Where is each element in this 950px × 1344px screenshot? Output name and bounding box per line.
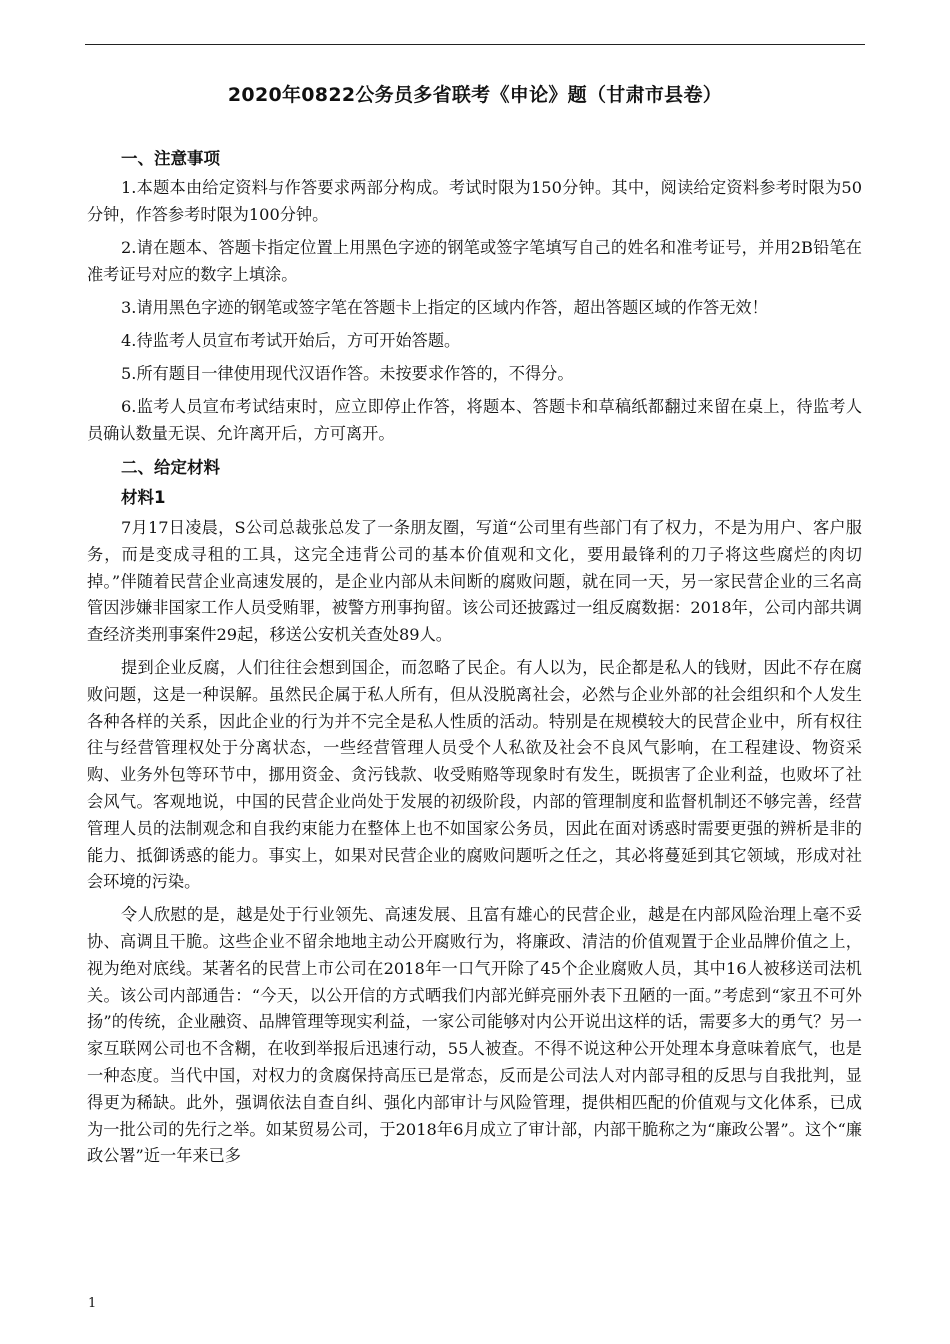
notice-item: 4.待监考人员宣布考试开始后，方可开始答题。: [121, 331, 461, 350]
notice-item: 1.本题本由给定资料与作答要求两部分构成。考试时限为150分钟。其中，阅读给定资料参考时限为50分钟，作答参考时限为100分钟。: [87, 178, 862, 224]
document-title: 2020年0822公务员多省联考《申论》题（甘肃市县卷）: [227, 84, 723, 106]
material-paragraph: 提到企业反腐，人们往往会想到国企，而忽略了民企。有人以为，民企都是私人的钱财，因此不存在腐败问题，这是一种误解。虽然民企属于私人所有，但从没脱离社会，必然与企业外部的社会组织和个人发生各种各样的关系，因此企业的行为并不完全是私人性质的活动。特别是在规模较大的民营企业中，所有权往往与经营管理权处于分离状态，一些经营管理人员受个人私欲及社会不良风气影响，在工程建设、物资采购、业务外包等环节中，挪用资金、贪污钱款、收受贿赂等现象时有发生，既损害了企业利益，也败坏了社会风气。客观地说，中国的民营企业尚处于发展的初级阶段，内部的管理制度和监督机制还不够完善，经营管理人员的法制观念和自我约束能力在整体上也不如国家公务员，因此在面对诱惑时需要更强的辨析是非的能力、抵御诱惑的能力。事实上，如果对民营企业的腐败问题听之任之，其必将蔓延到其它领域，形成对社会环境的污染。: [87, 657, 862, 892]
notice-item: 2.请在题本、答题卡指定位置上用黑色字迹的钢笔或签字笔填写自己的姓名和准考证号，并用2B铅笔在准考证号对应的数字上填涂。: [87, 238, 862, 284]
section-heading-materials: 二、给定材料: [121, 458, 220, 477]
notice-item: 6.监考人员宣布考试结束时，应立即停止作答，将题本、答题卡和草稿纸都翻过来留在桌上，待监考人员确认数量无误、允许离开后，方可离开。: [87, 397, 862, 443]
material-paragraph: 7月17日凌晨，S公司总裁张总发了一条朋友圈，写道“公司里有些部门有了权力，不是为用户、客户服务，而是变成寻租的工具，这完全违背公司的基本价值观和文化，要用最锋利的刀子将这些腐烂的肉切掉。”伴随着民营企业高速发展的，是企业内部从未间断的腐败问题，就在同一天，另一家民营企业的三名高管因涉嫌非国家工作人员受贿罪，被警方刑事拘留。该公司还披露过一组反腐数据：2018年，公司内部共调查经济类刑事案件29起，移送公安机关查处89人。: [87, 518, 862, 645]
document-body: [87, 144, 862, 1176]
material-label: 材料1: [121, 488, 166, 507]
notice-item: 3.请用黑色字迹的钢笔或签字笔在答题卡上指定的区域内作答，超出答题区域的作答无效！: [121, 298, 768, 317]
section-heading-notice: 一、注意事项: [121, 149, 220, 168]
notice-item: 5.所有题目一律使用现代汉语作答。未按要求作答的，不得分。: [121, 364, 574, 383]
page-number: 1: [88, 1296, 97, 1311]
header-rule: [85, 44, 865, 45]
material-paragraph: 令人欣慰的是，越是处于行业领先、高速发展、且富有雄心的民营企业，越是在内部风险治理上毫不妥协、高调且干脆。这些企业不留余地地主动公开腐败行为，将廉政、清洁的价值观置于企业品牌价值之上，视为绝对底线。某著名的民营上市公司在2018年一口气开除了45个企业腐败人员，其中16人被移送司法机关。该公司内部通告：“今天，以公开信的方式晒我们内部光鲜亮丽外表下丑陋的一面。”考虑到“家丑不可外扬”的传统，企业融资、品牌管理等现实利益，一家公司能够对内公开说出这样的话，需要多大的勇气？另一家互联网公司也不含糊，在收到举报后迅速行动，55人被查。不得不说这种公开处理本身意味着底气，也是一种态度。当代中国，对权力的贪腐保持高压已是常态，反而是公司法人对内部寻租的反思与自我批判，显得更为稀缺。此外，强调依法自查自纠、强化内部审计与风险管理，提供相匹配的价值观与文化体系，已成为一批公司的先行之举。如某贸易公司，于2018年6月成立了审计部，内部干脆称之为“廉政公署”。这个“廉政公署”近一年来已多: [87, 905, 862, 1166]
